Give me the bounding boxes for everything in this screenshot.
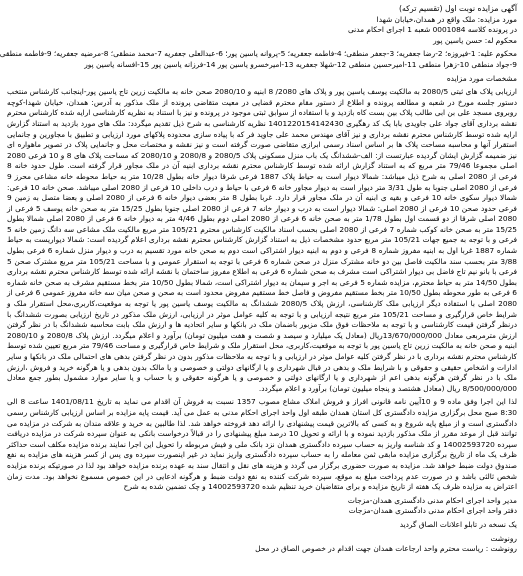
case-number: در پرونده کلاسه 0001084 شعبه 1 اجرای احکام مدنی (348, 25, 517, 35)
auction-subject: مورد مزایده: ملک واقع در همدان،خیابان شهدا (376, 14, 517, 24)
property-description: ارزیابی پلاک های ثبتی 2080/5 به مالکیت یوسف یاسین پور و پلاک های 2080/ 8 ابنیه و 2080/10 صحن خانه به مالکیت زرین تاج یاسین پور-اینجانب کارشناس منتخب دستور جلسه مورخ در شعبه و مطالعه پرونده و اطلاع از دستور مقام محترم قضایی در معیت متقاضی پرونده از ملک مذکور به آدرس: همدان، خیابان شهدا-کوچه روبروی مسجد علی بن ابی طالب پلاک بین بست کاه بازدید و با استفاده از سوابق ثبتی موجود در پرونده و نیز با استناد به نظریه کارشناسی ارایه شده کارشناس محترم نقشه برداری آقای جواد علی جاویدی بابا یک کد رهگیری 1401220154142430 نظریه کارشناسی به شرح ذیل تقدیم میگردد: ملک های مورد بازدید به استناد گزارش ارایه شده توسط کارشناس محترم نقشه برداری و نیز آقای مهندس محمد علی جاوید فر که با پیاده سازی محدوده پلاکهای مورد ارزیابی و تطبیق با مجاورین و جانمایی استقرار آنها و محاسبه مساحت پلاک ها بر اساس اسناد رسمی ابرازی متقاضی صورت گرفته است و نیز نقشه و مختصات محل و جانمایی پلاک در تصویر ماهواره ای نیز ضمیمه گزارش ایشان گردیده عبارتست از: الف-ششدانگ یک باب منزل مسکونی پلاک 2080/5 و 2080/8 و 2080/10 که مساحت پلاک های 8 و 10 فرعی 2080 اصلی مجموعا 79/46 متر مربع که به استناد گزارش ارائه شده توسط کارشناس محترم نقشه برداری ابنیه آن در ملک مجاور قرار گرفته است. طول حدود خانه 8 فرعی از 2080 اصلی به شرح ذیل میباشد: شمالا دیوار است به حیاط پلاک 1887 فرعی شرقا دیوار خانه بطول 10/28 متر به حیاط محوطه خانه مشاعی محرز 9 فرعی از 2080 اصلی جنوبا به طول 3/31 متر دیوار است به دیوار مجاور خانه 6 فرعی با حیاط و درب داخلی 10 فرعی از 2080 اصلی میباشد. صحن خانه 10 فرعی: شمالا دیوار سکوی خانه 10 فرعی و بقیه ی ابنیه آن در ملک مجاور قرار دارد. غربا بطول 8 متر بعضی دیوار خانه 6 فرعی از 2080 اصلی و بعضا متصل به زمین 9 فرعی حدود صحن 10 فرعی از 2080 اصلی: شمالا دیوار است به درب و دیوار خانه 7 فرعی از 2080 اصلی جنوبا بطول 15/25 متر به صحن خانه یوسف 5 فرعی از 2080 اصلی شرقا از دو قسمت اول بطول 1/78 متر به صحن خانه 6 فرعی از 2080 اصلی دوم بطول 4/46 متر به دیوار خانه 6 فرعی از 2080 اصلی شمالا بطول 15/25 متر به صحن خانه کوکب شماره 7 فرعی از 2080 اصلی بحسب اسناد مالکیت کارشناس محترم 105/21 متر مربع مالکیت ملک مشاعی سه دانگ زمین خانه 5 فرعی و با توجه به جمیع جهات 105/21 متر مربع حدود مشخصات ذیل به استناد گزارش کارشناس محترم نقشه برداری اعلام گردیده است: شمالا دیواریست به حیاط شماره 1887 غربا اول به ابنیه مفروز شماره 8 فرعی و دوم به ابنیه دیوار اشتراکی است دوم به صحن خانه مورد تقسیم به درب و دیوار منزل شماره 6 فرعی بطول 3/88 متر بحسب سند مالکیت فاصل بین دو خانه مشترک منزل در صحن شماره 6 فرعی با توجه به استقرار عمومی و با مساحت 105/21 متر مربع مشترک صحن 5 فرعی با بانو نیم تاج فاضل بی دیوار اشتراکی است مشرف به صحن شماره 6 فرعی به اطلاع مفروز ساختمان با نقشه ارائه شده توسط کارشناس محترم نقشه برداری بطول 14/50 متر به حیاط محترم، مزایده شماره 5 فرعی به اجر و سیمان به دیوار اشتراکی است، شمالا بطول 10/50 متر بخط مستقیم مشرف به صحن خانه شماره 6 فرعی به طور محوطه بطول 10/50 متر بخط مستقیم مفروض و فاصل خط مستقیم مفروض محدود است به صحن و صحن میان سه خانه مفروز عمومی 6 فرعی از 2080 اصلی با استفاده دیگر ارزیابی ملک کارشناسی، ارزش پلاک 2080/5 ششدانگ به مالکیت یوسف یاسین پور یا توجه به موقعیت،کاربری،محل استقرار ملک و شرایط خاص قرارگیری و مساحت 105/21 متر مربع نتیجه ارزیابی و با توجه به کلیه عوامل موثر در ارزیابی، ارزش ملک مذکور در تاریخ ارزیابی بصورت ششدانگ با درنظر گرفتن قیمت کارشناسی و با توجه به ملاحظات فوق ملک مزبور باضمان ملک در بانکها و سایر اتحادیه ها و ارزش ملک بابت محاسبه ششدانگ با در نظر گرفتن ارزش مترمربعی معادل 13/670/000/000ریال (معادل یک میلیارد و سیصد و شصت و هفت میلیون تومان) برآورد و اعلام میگردد. ارزش پلاک 2080/8 و 2080/10 ابنیه و صحن خانه به مالکیت زرین تاج یاسین پور با توجه به موقعیت،کاربری، محل استقرار ملک و شرایط خاص قرارگیری و مساحت 79/46 متر مربع تعیین شده توسط کارشناس محترم نقشه برداری با در نظر گرفتن کلیه عوامل موثر در ارزیابی و با توجه به ملاحظات مذکور بدون در نظر گرفتن بدهی های احتمالی ملک در بانکها و سایر ادارات و اشخاص حقیقی و حقوقی و با شرایط ملک و بدهی در قبال شهرداری و یا ارگانهای دولتی و خصوصی و یا مالک بدون بدهی و یا هرگونه خرید و فروش ،ارزش ملک با در نظر گرفتن هرگونه بدهی اعم از شهرداری و یا ارگانهای دولتی و خصوصی و یا هرگونه حقوقی و با حساب و یا سایر موارد مشمول بطور جمع معادل 8/500/000/000 ریال (معادل هشتصد و پنجاه میلیون تومان) برآورد و اعلام میگردد. (7, 87, 518, 393)
judgment-debtors-line-1: محکوم علیه: 1-فیروزه؛ 2-رضا جعفریه؛ 3-جعفر منطقی؛ 4-فاطمه جعفریه؛ 5-پروانه یاسین پور؛ 6-عبدالعلی جعفریه 7-محمد منطقی؛ 8-مرضیه جعفریه؛ 9-فاطمه منطقی (0, 49, 517, 59)
notice-title: آگهی مزایده نوبت اول (تقسیم ترکه) (398, 4, 517, 13)
judgment-creditor: محکوم له: حسن یاسین پور (433, 35, 517, 45)
auction-conditions: لذا این اجرا وفق ماده 9 و 10آیین نامه قانونی افراز و فروش املاک مشاع مصوب 1357 نسبت به فروش آن اقدام می نماید به تاریخ 1401/08/11 ساعت 8 الی 8:30 صبح محل برگزاری مزایده دادگستری کل استان همدان طبقه اول واحد اجرای احکام مدنی به عمل می آید. قیمت پایه مزایده بر اساس ارزیابی کارشناس رسمی دادگستری است و از مبلغ پایه شروع و به کسی که بالاترین قیمت پیشنهادی را ارائه دهد فروخته خواهد شد. لذا طالبین به خرید و علاقه مندان به شرکت در مزایده می توانند قبل از موعد مقرر از ملک مذکور بازدید نموده و با ارائه و تحویل 10 درصد مبلغ پیشنهادی را در قبالاً درخواست بانکی به عنوان سپرده شرکت در مزایده دریافت سپرده 14002593720 و کد شناسه واریز به حساب سپرده دادگستری همدان نزد بانک ملی و فیش مربوطه را تحویل این اجرا نمایند برنده مزایده مکلف است حداکثر ظرف یک ماه از تاریخ برگزاری مزایده مابقی ثمن معامله را به حساب سپرده دادگستری واریز نماید در غیر اینصورت سپرده وی پس از کسر هزینه های مزایده به نفع صندوق دولت ضبط خواهد شد. مزایده به صورت حضوری برگزار می گردد و هزینه های نقل و انتقال سند به عهده برنده مزایده خواهد بود لذا در صورتیکه برنده مزایده شخص ثالثی باشد و در صورت عدم پرداخت مبلغ به موقع، سپرده شرکت کننده به نفع دولت ضبط و هرگونه ادعایی در این خصوص مسموع نخواهد بود. مدت زمان اعتراض به مزایده ظرف یک هفته از تاریخ مزایده و برای متقاضیان خرید تنظیم شده 14002593720 و چک تضمین شده به شرح (7, 397, 518, 492)
section-label: مشخصات مورد مزایده (446, 73, 517, 83)
copy-recipient: رونوشت : ریاست محترم واحد ارجاعات همدان جهت اقدام در خصوص الصاق در محل (255, 544, 517, 554)
copy-label: رونوشت (490, 533, 517, 543)
distribution-note: یک نسخه در تابلو اعلانات الصاق گردید (399, 519, 517, 529)
enforcement-office: دفتر واحد اجرای احکام مدنی دادگستری همدان-مزجات (348, 506, 517, 516)
enforcement-officer: مدیر واحد اجرای احکام مدنی دادگستری همدان-مزجات (347, 495, 517, 505)
auction-notice-page (1, 0, 523, 576)
judgment-debtors-line-2: 9-جواد منطقی 10-زهرا منطقی 11-امیرحسین منطقی 12-شهلا جعفریه 13-امیرخسرو یاسین پور 14-فرزانه یاسین پور 15-افسانه یاسین پور (84, 59, 517, 69)
